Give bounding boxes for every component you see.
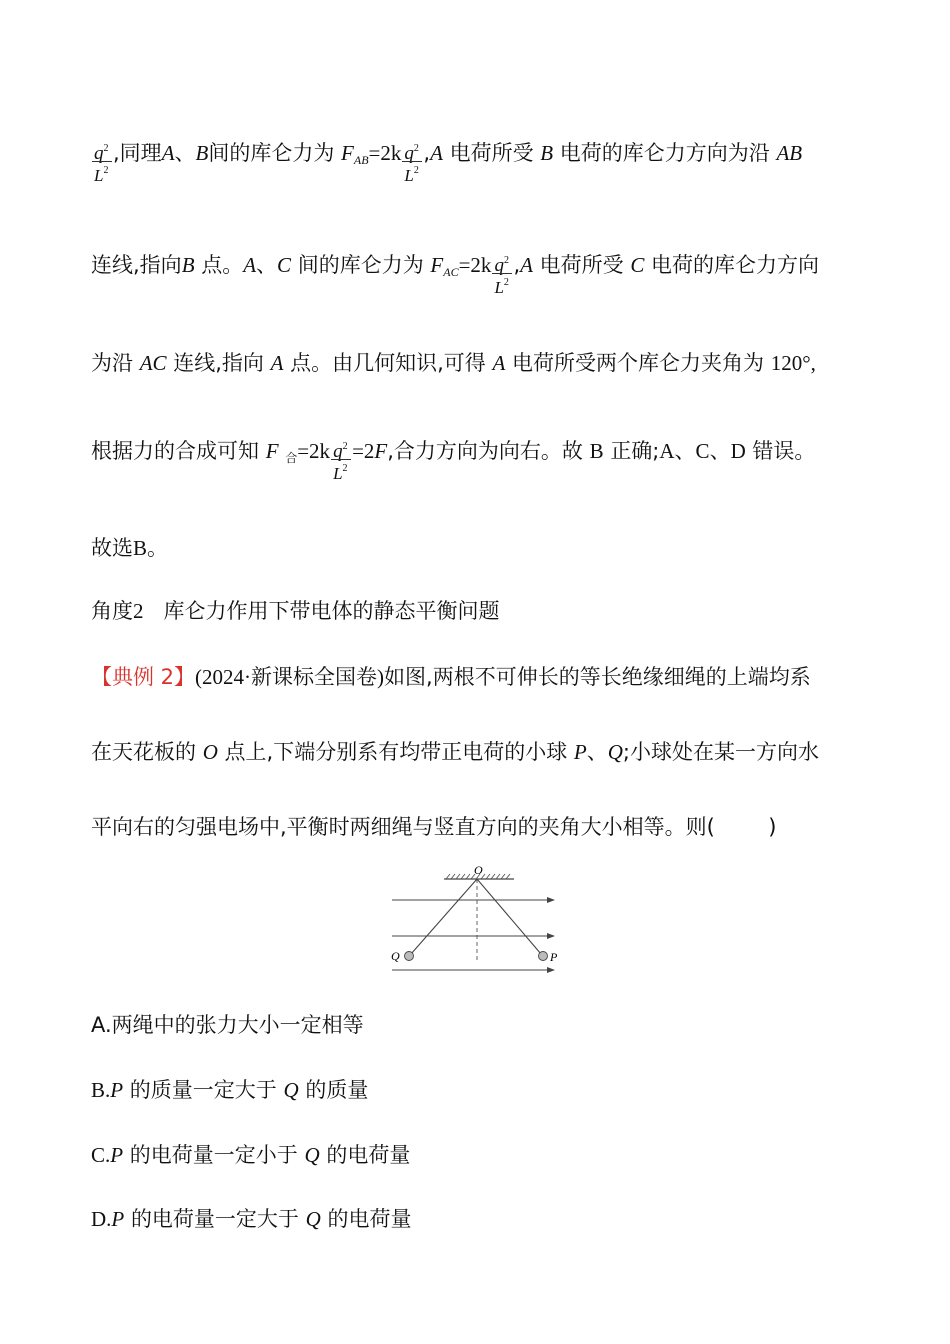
string-Q bbox=[411, 879, 477, 954]
section-heading: 角度2 库仑力作用下带电体的静态平衡问题 bbox=[91, 599, 500, 623]
example-line-3: 平向右的匀强电场中,平衡时两细绳与竖直方向的夹角大小相等。则( ) bbox=[91, 815, 777, 839]
label-P: P bbox=[550, 950, 558, 964]
option-D[interactable]: D.P 的电荷量一定大于 Q 的电荷量 bbox=[91, 1207, 412, 1231]
solution-line-1: $\frac{q^2}{L^2}$ ,同理A、B间的库仑力为 $F_{AB}=2k$ $\frac{q^2}{L^2}$ ,A 电荷所受 B 电荷的库仑力方向为沿 AB bbox=[91, 138, 862, 175]
label-Q: Q bbox=[391, 949, 400, 963]
ball-P bbox=[539, 952, 548, 961]
example-source: (2024·新课标全国卷) bbox=[195, 665, 385, 689]
conclusion: 故选B。 bbox=[91, 536, 169, 560]
example-tag: 【典例 2】 bbox=[91, 665, 196, 689]
ball-Q bbox=[405, 952, 414, 961]
fraction-q2-over-L2: $\frac{q^2}{L^2}$ bbox=[331, 436, 351, 466]
label-O: O bbox=[474, 863, 483, 877]
solution-line-4: 根据力的合成可知 F $_合$=2k $\frac{q^2}{L^2}$ =2F,合力方向为向右。故 B 正确;A、C、D 错误。 bbox=[91, 436, 862, 473]
figure-pendulum-field bbox=[388, 862, 564, 978]
fraction-q2-over-L2: $\frac{q^2}{L^2}$ bbox=[492, 250, 512, 280]
fraction-q2-over-L2: $\frac{q^2}{L^2}$ bbox=[402, 138, 422, 168]
option-C[interactable]: C.P 的电荷量一定小于 Q 的电荷量 bbox=[91, 1143, 411, 1167]
string-P bbox=[477, 879, 541, 954]
solution-line-2: 连线,指向B 点。A、C 间的库仑力为 $F_{AC}=2k$ $\frac{q^2}{L^2}$ ,A 电荷所受 C 电荷的库仑力方向 bbox=[91, 250, 862, 287]
example-line-2: 在天花板的 O 点上,下端分别系有均带正电荷的小球 P、Q;小球处在某一方向水 bbox=[91, 740, 819, 764]
figure-svg bbox=[388, 862, 564, 978]
solution-line-3: 为沿 AC 连线,指向 A 点。由几何知识,可得 A 电荷所受两个库仑力夹角为 120°, bbox=[91, 351, 816, 375]
example-line-1: 【典例 2】(2024·新课标全国卷)如图,两根不可伸长的等长绝缘细绳的上端均系 bbox=[91, 665, 811, 689]
option-A[interactable]: A.两绳中的张力大小一定相等 bbox=[91, 1013, 364, 1037]
fraction-q2-over-L2: $\frac{q^2}{L^2}$ bbox=[92, 138, 112, 168]
option-B[interactable]: B.P 的质量一定大于 Q 的质量 bbox=[91, 1078, 369, 1102]
